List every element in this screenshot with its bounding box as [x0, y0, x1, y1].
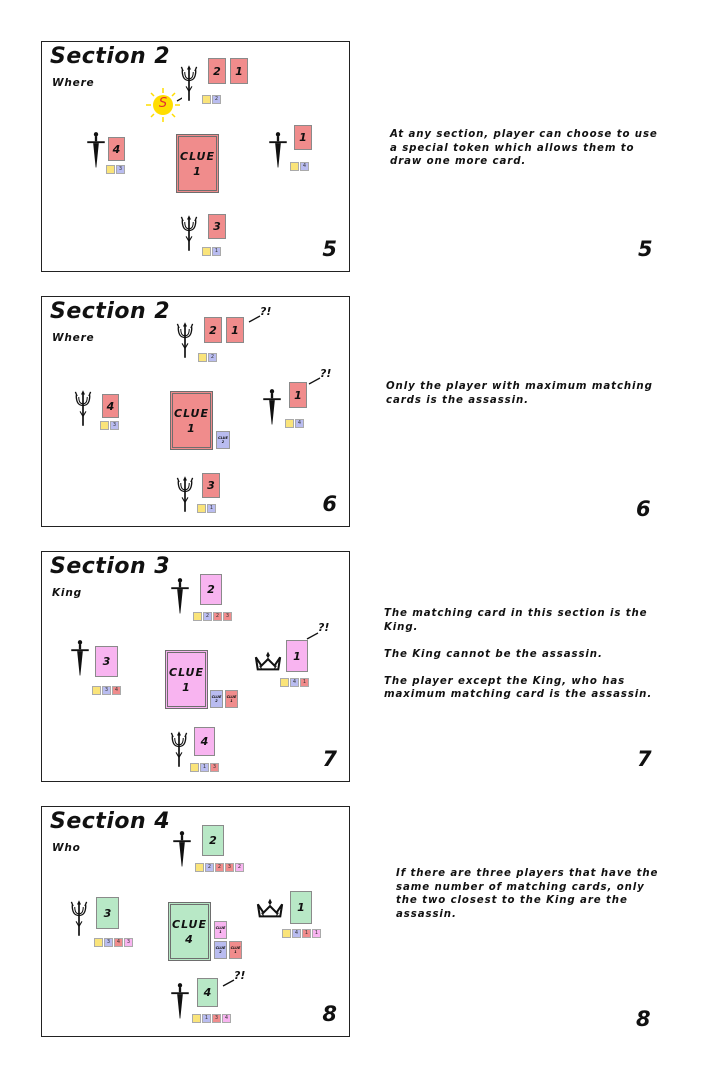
- chip: 1: [212, 247, 221, 256]
- mini-clue-card: [210, 690, 223, 708]
- token-chips: [190, 763, 219, 772]
- chip: [198, 353, 207, 362]
- chip: 2: [213, 612, 222, 621]
- special-token-label: S: [158, 96, 168, 111]
- chip: [290, 162, 299, 171]
- trident-icon: [68, 897, 90, 939]
- token-chips: [280, 678, 309, 687]
- dagger-icon: [170, 979, 190, 1023]
- mini-clue-number: 1: [234, 950, 237, 954]
- mini-clue-label: CLUE: [230, 946, 241, 950]
- player-card: 3: [96, 897, 119, 929]
- player-card: 4: [102, 394, 119, 418]
- panel-subtitle: Who: [52, 842, 81, 854]
- player-card: 1: [290, 891, 312, 924]
- panel-section-2-where-a: [41, 41, 350, 272]
- clue-card-number: 1: [187, 421, 196, 435]
- player-card: 4: [108, 137, 125, 161]
- panel-title: Section 3: [50, 554, 171, 579]
- token-chips: [282, 929, 321, 938]
- mini-clue-card: [214, 921, 227, 939]
- chip: 1: [312, 929, 321, 938]
- token-chips: [100, 421, 119, 430]
- token-chips: [290, 162, 309, 171]
- clue-card-number: 1: [182, 680, 191, 694]
- chip: [202, 247, 211, 256]
- clue-card-label: CLUE: [180, 149, 215, 163]
- step-number: 8: [636, 1007, 651, 1031]
- mini-clue-label: CLUE: [211, 695, 222, 699]
- chip: 4: [112, 686, 121, 695]
- token-chips: [198, 353, 217, 362]
- chip: 3: [110, 421, 119, 430]
- panel-number: 6: [322, 492, 337, 516]
- token-chips: [193, 612, 232, 621]
- clue-card: [168, 902, 211, 961]
- token-chips: [92, 686, 121, 695]
- chip: [195, 863, 204, 872]
- chip: 3: [212, 1014, 221, 1023]
- dagger-icon: [86, 130, 106, 170]
- panel-description: [384, 607, 674, 702]
- player-card: 4: [197, 978, 218, 1007]
- clue-card: [170, 391, 213, 450]
- chip: 1: [300, 678, 309, 687]
- panel-number: 7: [322, 747, 337, 771]
- panel-subtitle: Where: [52, 77, 95, 89]
- chip: [94, 938, 103, 947]
- panel-subtitle: Where: [52, 332, 95, 344]
- token-chips: [106, 165, 125, 174]
- token-chips: [285, 419, 304, 428]
- token-chips: [197, 504, 216, 513]
- mini-clue-number: 2: [219, 950, 222, 954]
- speech-bubble: ?!: [260, 305, 272, 318]
- chip: [280, 678, 289, 687]
- token-chips: [195, 863, 244, 872]
- speech-bubble: ?!: [318, 621, 330, 634]
- mini-clue-card: [225, 690, 238, 708]
- crown-icon: [254, 650, 282, 672]
- chip: 2: [235, 863, 244, 872]
- chip: 3: [225, 863, 234, 872]
- chip: [190, 763, 199, 772]
- description-line: Only the player with maximum matching cards is the assassin.: [386, 381, 653, 406]
- chip: 2: [212, 95, 221, 104]
- trident-icon: [72, 387, 94, 429]
- player-card: 1: [289, 382, 307, 408]
- chip: 1: [302, 929, 311, 938]
- mini-clue-number: 2: [215, 699, 218, 703]
- panel-subtitle: King: [52, 587, 82, 599]
- token-chips: [192, 1014, 231, 1023]
- clue-card-number: 1: [193, 164, 202, 178]
- chip: 1: [207, 504, 216, 513]
- panel-number: 8: [322, 1002, 337, 1026]
- description-line: The matching card in this section is the King.: [384, 608, 648, 633]
- mini-clue-number: 1: [219, 930, 222, 934]
- chip: 3: [102, 686, 111, 695]
- chip: 3: [124, 938, 133, 947]
- clue-card-label: CLUE: [172, 917, 207, 931]
- dagger-icon: [70, 638, 90, 678]
- player-card: 2: [204, 317, 222, 343]
- player-card: 4: [194, 727, 215, 756]
- panel-number: 5: [322, 237, 337, 261]
- chip: 3: [210, 763, 219, 772]
- chip: 3: [223, 612, 232, 621]
- player-card: 2: [202, 825, 224, 856]
- panel-title: Section 4: [50, 809, 171, 834]
- speech-bubble: ?!: [234, 969, 246, 982]
- chip: [92, 686, 101, 695]
- chip: 3: [104, 938, 113, 947]
- chip: [100, 421, 109, 430]
- description-line: The King cannot be the assassin.: [384, 648, 603, 660]
- clue-card-number: 4: [185, 932, 194, 946]
- player-card: 3: [202, 473, 220, 498]
- token-chips: [94, 938, 133, 947]
- trident-icon: [174, 319, 196, 361]
- dagger-icon: [262, 387, 282, 427]
- player-card: 2: [208, 58, 226, 84]
- chip: 3: [116, 165, 125, 174]
- mini-clue-card: [216, 431, 230, 449]
- chip: 4: [292, 929, 301, 938]
- dagger-icon: [172, 827, 192, 871]
- player-card: 1: [230, 58, 248, 84]
- chip: 2: [203, 612, 212, 621]
- mini-clue-card: [229, 941, 242, 959]
- trident-icon: [178, 212, 200, 254]
- clue-card: [176, 134, 219, 193]
- chip: 4: [114, 938, 123, 947]
- panel-section-3-king: [41, 551, 350, 782]
- crown-icon: [256, 897, 284, 919]
- panel-description: [390, 128, 660, 169]
- player-card: 3: [208, 214, 226, 239]
- player-card: 1: [286, 640, 308, 672]
- mini-clue-number: 1: [230, 699, 233, 703]
- clue-card-label: CLUE: [174, 406, 209, 420]
- chip: [193, 612, 202, 621]
- player-card: 3: [95, 646, 118, 677]
- chip: [202, 95, 211, 104]
- clue-card-label: CLUE: [169, 665, 204, 679]
- mini-clue-label: CLUE: [215, 946, 226, 950]
- chip: [106, 165, 115, 174]
- step-number: 6: [636, 497, 651, 521]
- clue-card: [165, 650, 208, 709]
- panel-section-4-who: [41, 806, 350, 1037]
- panel-description: [386, 380, 666, 407]
- chip: [197, 504, 206, 513]
- step-number: 7: [637, 747, 652, 771]
- speech-bubble: ?!: [320, 367, 332, 380]
- player-card: 1: [226, 317, 244, 343]
- mini-clue-label: CLUE: [215, 926, 226, 930]
- chip: [282, 929, 291, 938]
- description-line: The player except the King, who has maximum matching card is the assassin.: [384, 675, 653, 700]
- player-card: 1: [294, 125, 312, 150]
- panel-title: Section 2: [50, 44, 171, 69]
- panel-section-2-where-b: [41, 296, 350, 527]
- trident-icon: [174, 473, 196, 515]
- chip: 2: [205, 863, 214, 872]
- panel-title: Section 2: [50, 299, 171, 324]
- chip: 4: [290, 678, 299, 687]
- token-chips: [202, 247, 221, 256]
- token-chips: [202, 95, 221, 104]
- chip: [285, 419, 294, 428]
- chip: 1: [202, 1014, 211, 1023]
- chip: [192, 1014, 201, 1023]
- player-card: 2: [200, 574, 222, 605]
- description-line: If there are three players that have the same number of matching cards, only the two closest to the King are the assassin.: [396, 868, 659, 920]
- mini-clue-label: CLUE: [218, 436, 228, 440]
- chip: 4: [222, 1014, 231, 1023]
- description-line: At any section, player can choose to use a special token which allows them to draw one more card.: [390, 129, 658, 167]
- chip: 4: [300, 162, 309, 171]
- mini-clue-card: [214, 941, 227, 959]
- trident-icon: [168, 728, 190, 770]
- mini-clue-number: 2: [221, 440, 225, 444]
- dagger-icon: [268, 130, 288, 170]
- dagger-icon: [170, 574, 190, 618]
- panel-description: [396, 867, 666, 921]
- chip: 4: [295, 419, 304, 428]
- chip: 1: [200, 763, 209, 772]
- chip: 2: [215, 863, 224, 872]
- mini-clue-label: CLUE: [226, 695, 237, 699]
- step-number: 5: [638, 237, 653, 261]
- chip: 2: [208, 353, 217, 362]
